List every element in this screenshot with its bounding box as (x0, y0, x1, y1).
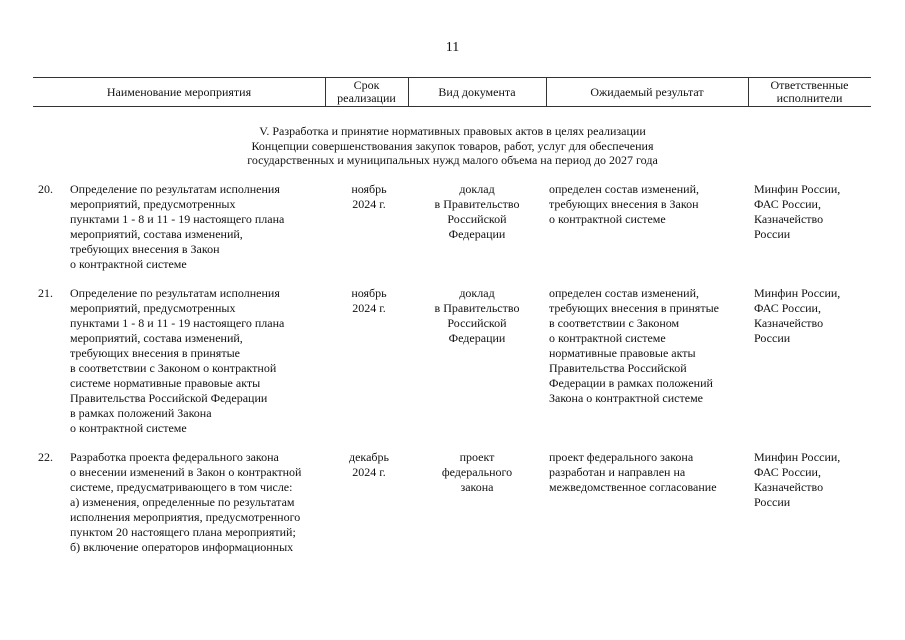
row-result-line: проект федерального закона (549, 450, 694, 464)
row-resp-line: Казначейство (754, 480, 824, 494)
header-col-term-line: Срок (353, 78, 380, 92)
row-name-line: мероприятий, предусмотренных (70, 197, 236, 211)
header-col-resp-line: исполнители (776, 91, 843, 105)
row-name (70, 182, 325, 272)
row-name-line: пунктами 1 - 8 и 11 - 19 настоящего плана (70, 212, 285, 226)
header-col-doc-text: Вид документа (438, 84, 516, 99)
row-result-line: нормативные правовые акты (549, 346, 696, 360)
row-result (549, 182, 749, 227)
section-title-line: государственных и муниципальных нужд малого объема на период до 2027 года (247, 153, 658, 167)
page-number: 11 (445, 40, 460, 55)
row-term (330, 182, 408, 212)
header-col-resp-line: Ответственные (770, 78, 849, 92)
row-term-line: ноябрь (351, 286, 387, 300)
header-bottom-rule (33, 106, 871, 107)
row-resp-line: ФАС России, (754, 197, 821, 211)
row-resp-line: Минфин России, (754, 450, 841, 464)
row-resp-line: России (754, 227, 791, 241)
row-responsible (754, 450, 871, 510)
row-doc-line: федерального (441, 465, 513, 479)
row-name-line: Определение по результатам исполнения (70, 286, 280, 300)
row-result (549, 286, 749, 406)
row-name-line: мероприятий, состава изменений, (70, 331, 243, 345)
row-term-line: 2024 г. (352, 301, 386, 315)
row-resp-line: России (754, 331, 791, 345)
row-number: 21. (38, 286, 53, 300)
row-responsible (754, 182, 871, 242)
row-name-line: о внесении изменений в Закон о контрактной (70, 465, 302, 479)
row-doc-type (414, 450, 540, 495)
row-term-line: 2024 г. (352, 197, 386, 211)
header-col-result-text: Ожидаемый результат (590, 84, 704, 99)
header-col-doc (408, 78, 546, 106)
row-doc-line: Российской (447, 316, 507, 330)
row-name (70, 286, 325, 436)
row-result (549, 450, 749, 495)
row-doc-line: Федерации (448, 227, 506, 241)
header-col-result (546, 78, 748, 106)
row-name-line: в соответствии с Законом о контрактной (70, 361, 277, 375)
row-name-line: исполнения мероприятия, предусмотренного (70, 510, 301, 524)
row-name-line: о контрактной системе (70, 421, 187, 435)
header-col-name (33, 78, 325, 106)
row-name-line: системе, предусматривающего в том числе: (70, 480, 293, 494)
row-name-line: системе нормативные правовые акты (70, 376, 261, 390)
row-term (330, 450, 408, 480)
row-result-line: определен состав изменений, (549, 182, 700, 196)
section-title-line: Концепции совершенствования закупок товаров, работ, услуг для обеспечения (251, 138, 654, 153)
row-resp-line: Минфин России, (754, 286, 841, 300)
row-result-line: Правительства Российской (549, 361, 687, 375)
row-number: 20. (38, 182, 53, 196)
row-result-line: Закона о контрактной системе (549, 391, 703, 405)
row-name-line: в рамках положений Закона (70, 406, 212, 420)
header-col-name-text: Наименование мероприятия (106, 84, 252, 99)
row-number: 22. (38, 450, 53, 464)
row-result-line: требующих внесения в принятые (549, 301, 719, 315)
row-name-line: о контрактной системе (70, 257, 187, 271)
row-doc-line: Федерации (448, 331, 506, 345)
row-name-line: пунктами 1 - 8 и 11 - 19 настоящего плана (70, 316, 285, 330)
row-result-line: межведомственное согласование (549, 480, 717, 494)
row-resp-line: ФАС России, (754, 465, 821, 479)
row-result-line: о контрактной системе (549, 331, 666, 345)
header-col-term-line: реализации (337, 91, 396, 105)
row-term-line: декабрь (349, 450, 389, 464)
row-doc-type (414, 286, 540, 346)
row-name-line: мероприятий, предусмотренных (70, 301, 236, 315)
row-term-line: ноябрь (351, 182, 387, 196)
row-name (70, 450, 325, 555)
row-name-line: б) включение операторов информационных (70, 540, 294, 554)
row-resp-line: ФАС России, (754, 301, 821, 315)
row-result-line: определен состав изменений, (549, 286, 700, 300)
row-result-line: Федерации в рамках положений (549, 376, 713, 390)
row-resp-line: Казначейство (754, 212, 824, 226)
row-name-line: требующих внесения в принятые (70, 346, 240, 360)
header-col-term (325, 78, 408, 106)
row-result-line: о контрактной системе (549, 212, 666, 226)
row-name-line: Определение по результатам исполнения (70, 182, 280, 196)
row-resp-line: России (754, 495, 791, 509)
row-term-line: 2024 г. (352, 465, 386, 479)
row-name-line: мероприятий, состава изменений, (70, 227, 243, 241)
row-result-line: разработан и направлен на (549, 465, 686, 479)
row-doc-line: проект (459, 450, 495, 464)
row-name-line: Разработка проекта федерального закона (70, 450, 279, 464)
row-term (330, 286, 408, 316)
row-result-line: в соответствии с Законом (549, 316, 680, 330)
row-doc-line: в Правительство (434, 301, 520, 315)
header-col-resp (748, 78, 871, 106)
row-name-line: требующих внесения в Закон (70, 242, 220, 256)
row-resp-line: Минфин России, (754, 182, 841, 196)
row-doc-line: доклад (459, 182, 495, 196)
row-doc-line: закона (460, 480, 494, 494)
row-doc-type (414, 182, 540, 242)
row-doc-line: доклад (459, 286, 495, 300)
row-doc-line: в Правительство (434, 197, 520, 211)
row-result-line: требующих внесения в Закон (549, 197, 699, 211)
row-resp-line: Казначейство (754, 316, 824, 330)
row-name-line: а) изменения, определенные по результатам (70, 495, 295, 509)
row-name-line: пунктом 20 настоящего плана мероприятий; (70, 525, 296, 539)
row-name-line: Правительства Российской Федерации (70, 391, 268, 405)
section-title (200, 124, 705, 168)
section-title-line: V. Разработка и принятие нормативных правовых актов в целях реализации (259, 124, 646, 138)
row-responsible (754, 286, 871, 346)
row-doc-line: Российской (447, 212, 507, 226)
